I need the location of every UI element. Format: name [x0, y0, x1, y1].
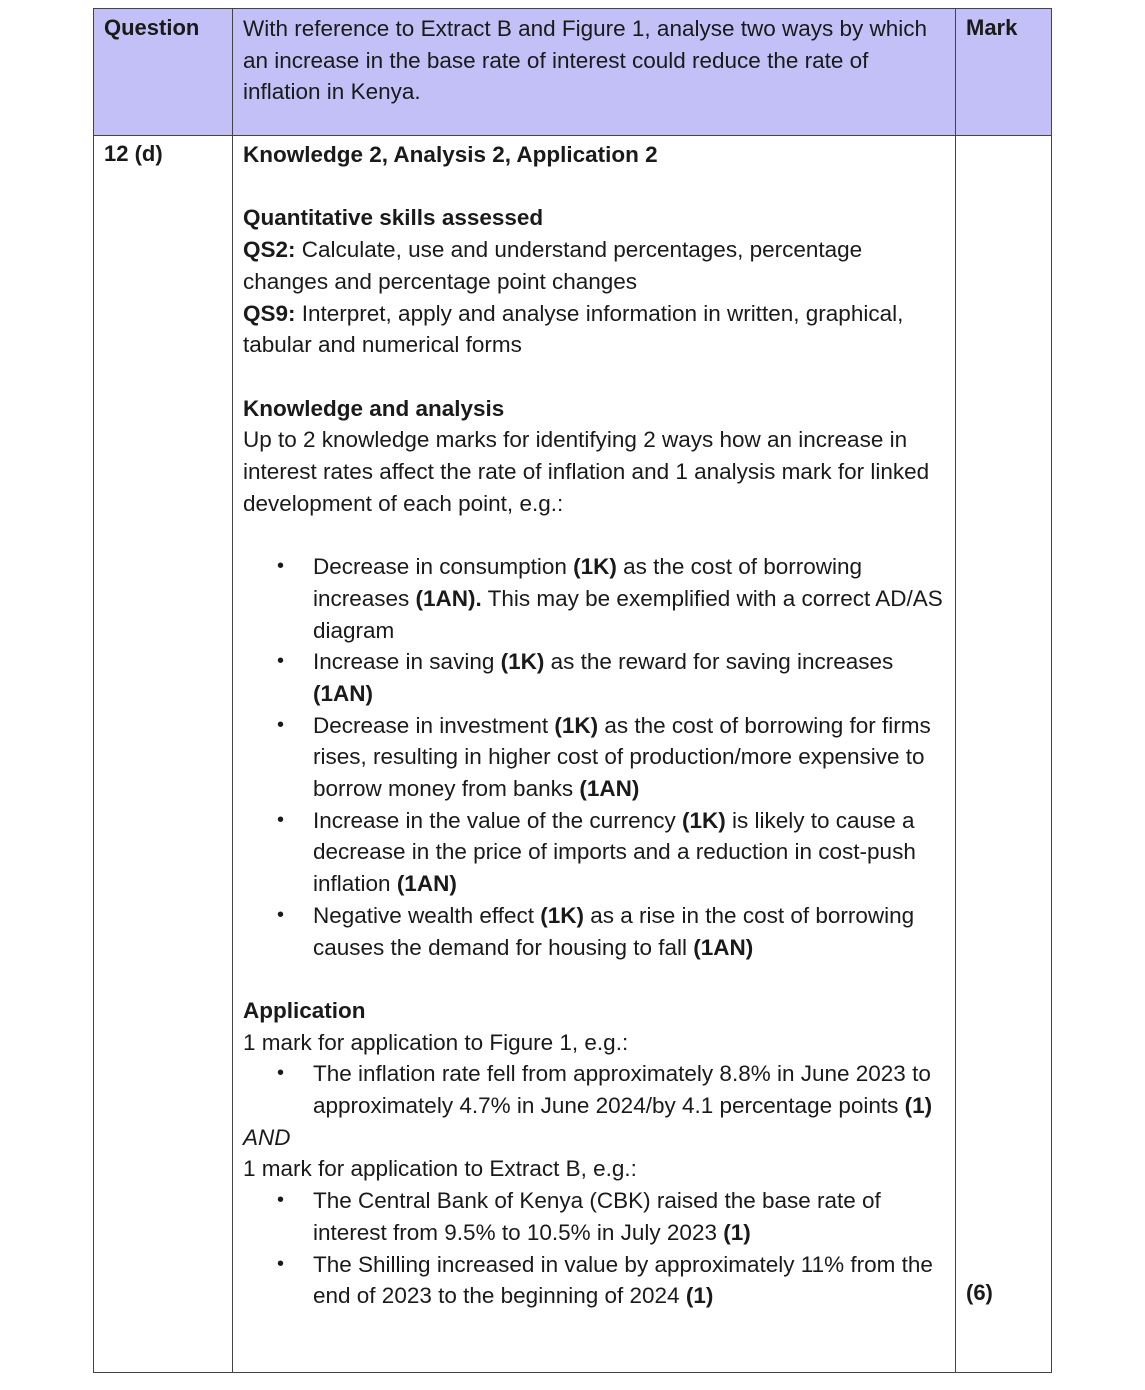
list-item: • Decrease in consumption (1K) as the cost of borrowing increases (1AN). This may be exemplified with a correct AD/AS diagram — [243, 551, 948, 646]
list-item: • The Central Bank of Kenya (CBK) raised the base rate of interest from 9.5% to 10.5% in July 2023 (1) — [243, 1185, 948, 1248]
application-intro-figure: 1 mark for application to Figure 1, e.g.: — [243, 1029, 629, 1055]
list-item: • Increase in saving (1K) as the reward for saving increases (1AN) — [243, 646, 948, 709]
list-item: • Increase in the value of the currency (1K) is likely to cause a decrease in the price of imports and a reduction in cost-push inflation (1AN) — [243, 805, 948, 900]
list-item: • The Shilling increased in value by approximately 11% from the end of 2023 to the beginning of 2024 (1) — [243, 1249, 948, 1312]
ka-intro: Up to 2 knowledge marks for identifying 2 ways how an increase in interest rates affect the rate of inflation and 1 analysis mark for linked development of each point, e.g.: — [243, 427, 930, 516]
list-item: • Decrease in investment (1K) as the cost of borrowing for firms rises, resulting in higher cost of production/more expensive to borrow money from banks (1AN) — [243, 710, 948, 805]
qs2-label: QS2: — [243, 237, 296, 263]
question-text: With reference to Extract B and Figure 1, analyse two ways by which an increase in the base rate of interest could reduce the rate of inflation in Kenya. — [243, 16, 928, 104]
mark-scheme-table — [93, 8, 1052, 1373]
application-intro-extract: 1 mark for application to Extract B, e.g.: — [243, 1156, 637, 1182]
question-number: 12 (d) — [104, 141, 163, 166]
list-item: • Negative wealth effect (1K) as a rise in the cost of borrowing causes the demand for housing to fall (1AN) — [243, 900, 948, 963]
qs2-text: Calculate, use and understand percentages, percentage changes and percentage point changes — [243, 237, 863, 294]
mark-header: Mark — [966, 15, 1018, 40]
application-title: Application — [243, 997, 366, 1023]
column-divider — [955, 9, 956, 1372]
figure-list — [243, 1058, 948, 1121]
mark-value: (6) — [966, 1280, 993, 1305]
qs2-line — [243, 234, 948, 297]
ka-title: Knowledge and analysis — [243, 395, 505, 421]
qs9-line — [243, 298, 948, 361]
extract-list — [243, 1185, 948, 1312]
qs9-label: QS9: — [243, 300, 296, 326]
ka-list — [243, 551, 948, 963]
answer-guidance — [243, 139, 948, 1312]
qs9-text: Interpret, apply and analyse information in written, graphical, tabular and numerical forms — [243, 300, 904, 358]
question-header: Question — [104, 15, 200, 40]
marks-summary: Knowledge 2, Analysis 2, Application 2 — [243, 142, 658, 167]
column-divider — [232, 9, 233, 1372]
list-item: • The inflation rate fell from approximately 8.8% in June 2023 to approximately 4.7% in June 2024/by 4.1 percentage points (1) — [243, 1058, 948, 1121]
qs-title: Quantitative skills assessed — [243, 205, 544, 231]
and-label: AND — [243, 1124, 291, 1150]
